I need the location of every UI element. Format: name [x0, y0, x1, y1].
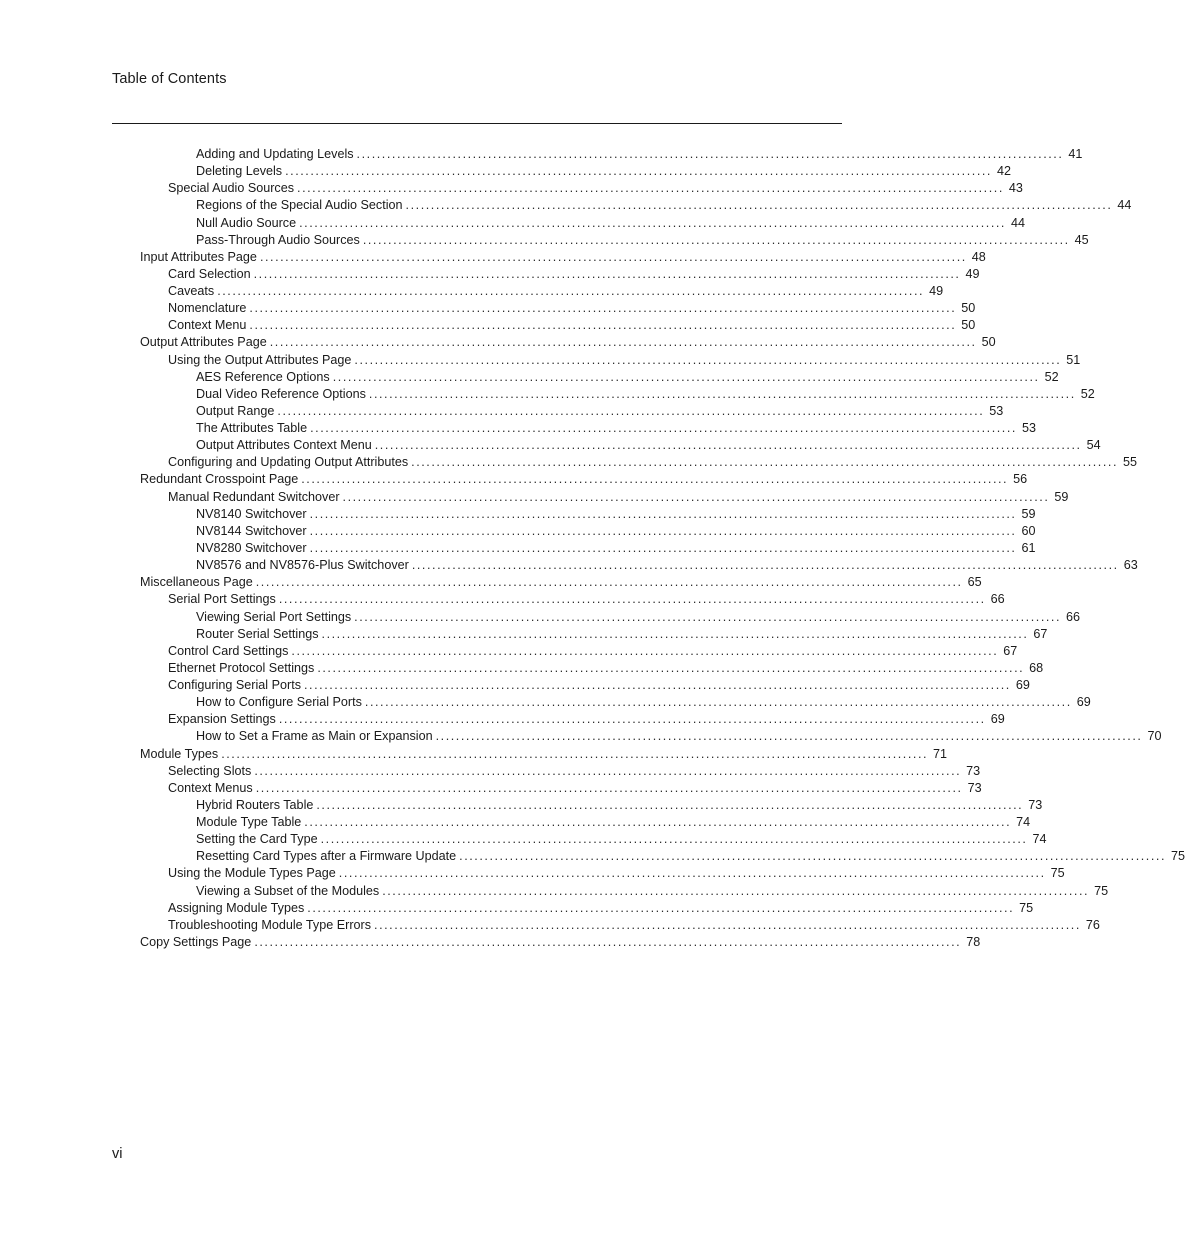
- toc-dot-leader: ............................................................................................................................................: [304, 678, 1011, 693]
- toc-entry-page-number: 61: [1021, 540, 1036, 555]
- toc-entry[interactable]: [168, 917, 1100, 934]
- toc-entry-page-number: 50: [961, 301, 976, 316]
- toc-entry[interactable]: [196, 557, 1138, 574]
- toc-entry-page-number: 49: [929, 284, 944, 299]
- toc-dot-leader: ............................................................................................................................................: [321, 626, 1029, 641]
- toc-entry-title: Hybrid Routers Table: [196, 797, 314, 812]
- toc-entry[interactable]: [196, 694, 1091, 711]
- toc-entry-page-number: 43: [1008, 181, 1023, 196]
- toc-entry-page-number: 52: [1080, 386, 1095, 401]
- toc-entry[interactable]: [140, 471, 1028, 488]
- toc-entry-title: Output Attributes Page: [140, 335, 267, 350]
- toc-entry[interactable]: [196, 146, 1083, 163]
- toc-entry[interactable]: [168, 643, 1018, 660]
- toc-entry[interactable]: [140, 746, 948, 763]
- toc-entry-title: Viewing a Subset of the Modules: [196, 883, 380, 898]
- toc-dot-leader: ............................................................................................................................................: [342, 489, 1050, 504]
- toc-entry[interactable]: [196, 420, 1036, 437]
- toc-dot-leader: ............................................................................................................................................: [310, 421, 1017, 436]
- toc-entry[interactable]: [168, 283, 944, 300]
- toc-dot-leader: ............................................................................................................................................: [277, 403, 985, 418]
- toc-dot-leader: ............................................................................................................................................: [291, 643, 999, 658]
- toc-entry-title: Setting the Card Type: [196, 832, 318, 847]
- toc-entry[interactable]: [196, 369, 1059, 386]
- toc-entry-page-number: 41: [1068, 147, 1083, 161]
- toc-entry-title: Context Menus: [168, 780, 253, 795]
- toc-entry[interactable]: [196, 728, 1162, 745]
- toc-entry[interactable]: [196, 626, 1048, 643]
- toc-entry-page-number: 67: [1033, 626, 1048, 641]
- toc-entry[interactable]: [168, 454, 1138, 471]
- toc-entry-page-number: 67: [1003, 643, 1018, 658]
- toc-entry-title: Output Range: [196, 403, 275, 418]
- toc-dot-leader: ............................................................................................................................................: [304, 815, 1012, 830]
- toc-entry-title: Router Serial Settings: [196, 626, 319, 641]
- toc-entry-page-number: 54: [1086, 438, 1101, 453]
- toc-entry-page-number: 69: [1076, 695, 1091, 710]
- toc-dot-leader: ............................................................................................................................................: [307, 900, 1015, 915]
- toc-entry[interactable]: [196, 386, 1095, 403]
- toc-entry[interactable]: [196, 197, 1132, 214]
- toc-entry[interactable]: [196, 215, 1025, 232]
- toc-entry-page-number: 68: [1029, 660, 1044, 675]
- toc-entry-page-number: 75: [1050, 866, 1065, 881]
- toc-entry-title: Card Selection: [168, 266, 251, 281]
- toc-entry[interactable]: [168, 489, 1069, 506]
- toc-entry-title: AES Reference Options: [196, 369, 330, 384]
- toc-entry-page-number: 73: [1028, 797, 1043, 812]
- toc-entry-page-number: 49: [965, 266, 980, 281]
- toc-entry[interactable]: [168, 352, 1081, 369]
- toc-entry[interactable]: [168, 711, 1005, 728]
- toc-entry-page-number: 44: [1117, 198, 1132, 213]
- toc-dot-leader: ............................................................................................................................................: [309, 540, 1017, 555]
- toc-dot-leader: ............................................................................................................................................: [316, 797, 1024, 812]
- toc-entry-page-number: 63: [1123, 558, 1138, 573]
- toc-entry-page-number: 69: [1015, 678, 1030, 693]
- toc-entry-title: Troubleshooting Module Type Errors: [168, 917, 372, 932]
- toc-entry-title: Viewing Serial Port Settings: [196, 609, 352, 624]
- toc-entry-page-number: 75: [1171, 849, 1185, 864]
- toc-dot-leader: ............................................................................................................................................: [317, 660, 1025, 675]
- toc-entry-title: Assigning Module Types: [168, 900, 305, 915]
- toc-entry[interactable]: [168, 763, 981, 780]
- toc-entry[interactable]: [140, 249, 986, 266]
- toc-entry[interactable]: [196, 883, 1109, 900]
- toc-dot-leader: ............................................................................................................................................: [309, 506, 1017, 521]
- toc-entry-page-number: 75: [1019, 900, 1034, 915]
- toc-dot-leader: ............................................................................................................................................: [368, 386, 1076, 401]
- toc-entry-page-number: 70: [1147, 729, 1162, 744]
- toc-entry-title: How to Configure Serial Ports: [196, 695, 362, 710]
- toc-entry-title: Pass-Through Audio Sources: [196, 232, 360, 247]
- toc-entry-title: NV8144 Switchover: [196, 523, 307, 538]
- toc-dot-leader: ............................................................................................................................................: [301, 472, 1009, 487]
- toc-entry-page-number: 53: [1021, 421, 1036, 436]
- toc-dot-leader: ............................................................................................................................................: [435, 729, 1143, 744]
- toc-entry[interactable]: [168, 317, 976, 334]
- toc-dot-leader: ............................................................................................................................................: [309, 523, 1017, 538]
- toc-entry-title: Context Menu: [168, 318, 247, 333]
- toc-dot-leader: ............................................................................................................................................: [354, 352, 1062, 367]
- toc-dot-leader: ............................................................................................................................................: [362, 232, 1070, 247]
- toc-entry-title: Manual Redundant Switchover: [168, 489, 340, 504]
- toc-entry-page-number: 52: [1044, 369, 1059, 384]
- toc-entry-title: Configuring Serial Ports: [168, 678, 301, 693]
- toc-dot-leader: ............................................................................................................................................: [338, 866, 1046, 881]
- toc-entry[interactable]: [196, 797, 1043, 814]
- toc-dot-leader: ............................................................................................................................................: [354, 609, 1062, 624]
- toc-entry[interactable]: [168, 677, 1030, 694]
- toc-entry-title: Module Type Table: [196, 815, 302, 830]
- toc-entry[interactable]: [168, 865, 1065, 882]
- page-folio: vi: [112, 1146, 123, 1162]
- toc-entry-page-number: 50: [981, 335, 996, 350]
- toc-entry-page-number: 42: [996, 164, 1011, 179]
- toc-dot-leader: ............................................................................................................................................: [411, 558, 1119, 573]
- toc-entry[interactable]: [140, 334, 996, 351]
- toc-entry[interactable]: [196, 232, 1089, 249]
- toc-entry[interactable]: [168, 180, 1023, 197]
- toc-entry-title: The Attributes Table: [196, 421, 308, 436]
- toc-entry-title: Ethernet Protocol Settings: [168, 660, 315, 675]
- toc-dot-leader: ............................................................................................................................................: [221, 746, 929, 761]
- toc-entry-page-number: 44: [1010, 215, 1025, 230]
- toc-entry-title: Deleting Levels: [196, 164, 283, 179]
- toc-entry-title: Miscellaneous Page: [140, 575, 253, 590]
- toc-dot-leader: ............................................................................................................................................: [297, 181, 1004, 196]
- toc-entry-page-number: 78: [966, 934, 981, 949]
- toc-entry[interactable]: [196, 540, 1036, 557]
- toc-entry-title: How to Set a Frame as Main or Expansion: [196, 729, 433, 744]
- toc-dot-leader: ............................................................................................................................................: [217, 284, 925, 299]
- toc-dot-leader: ............................................................................................................................................: [320, 832, 1028, 847]
- toc-entry-title: Null Audio Source: [196, 215, 297, 230]
- toc-entry-title: Dual Video Reference Options: [196, 386, 366, 401]
- toc-dot-leader: ............................................................................................................................................: [278, 712, 986, 727]
- toc-entry-page-number: 71: [933, 746, 948, 761]
- toc-entry[interactable]: [196, 814, 1031, 831]
- toc-entry-page-number: 66: [1066, 609, 1081, 624]
- toc-dot-leader: ............................................................................................................................................: [249, 301, 957, 316]
- toc-entry-title: Adding and Updating Levels: [196, 147, 354, 161]
- toc-entry-page-number: 51: [1066, 352, 1081, 367]
- toc-entry-title: Input Attributes Page: [140, 249, 257, 264]
- toc-entry-title: Selecting Slots: [168, 763, 252, 778]
- toc-entry-title: Using the Module Types Page: [168, 866, 336, 881]
- toc-dot-leader: ............................................................................................................................................: [255, 780, 963, 795]
- toc-entry[interactable]: [140, 934, 981, 951]
- toc-entry-page-number: 76: [1085, 917, 1100, 932]
- toc-dot-leader: ............................................................................................................................................: [411, 455, 1118, 470]
- toc-entry-title: NV8280 Switchover: [196, 540, 307, 555]
- toc-entry[interactable]: [168, 266, 980, 283]
- toc-dot-leader: ............................................................................................................................................: [253, 266, 961, 281]
- toc-entry-title: Control Card Settings: [168, 643, 289, 658]
- toc-dot-leader: ............................................................................................................................................: [254, 934, 962, 949]
- toc-entry[interactable]: [168, 591, 1005, 608]
- toc-entry-page-number: 45: [1074, 232, 1089, 247]
- toc-dot-leader: ............................................................................................................................................: [364, 695, 1072, 710]
- toc-entry-page-number: 53: [989, 403, 1004, 418]
- toc-entry-title: Regions of the Special Audio Section: [196, 198, 403, 213]
- toc-entry-page-number: 56: [1013, 472, 1028, 487]
- toc-entry-page-number: 73: [967, 780, 982, 795]
- toc-entry-title: Using the Output Attributes Page: [168, 352, 352, 367]
- toc-entry[interactable]: [168, 300, 976, 317]
- toc-dot-leader: ............................................................................................................................................: [285, 164, 992, 179]
- toc-entry-page-number: 75: [1094, 883, 1109, 898]
- toc-entry-page-number: 48: [971, 249, 986, 264]
- toc-entry[interactable]: [196, 163, 1011, 180]
- toc-entry[interactable]: [196, 437, 1101, 454]
- toc-entry[interactable]: [168, 780, 982, 797]
- toc-dot-leader: ............................................................................................................................................: [356, 147, 1064, 161]
- toc-entry-page-number: 55: [1123, 455, 1138, 470]
- toc-entry-title: NV8576 and NV8576-Plus Switchover: [196, 558, 409, 573]
- toc-entry-page-number: 60: [1021, 523, 1036, 538]
- toc-dot-leader: ............................................................................................................................................: [299, 215, 1006, 230]
- toc-entry[interactable]: [196, 506, 1036, 523]
- toc-dot-leader: ............................................................................................................................................: [278, 592, 986, 607]
- toc-entry-title: Module Types: [140, 746, 219, 761]
- toc-entry-title: Serial Port Settings: [168, 592, 276, 607]
- toc-entry[interactable]: [196, 523, 1036, 540]
- toc-entry-title: Redundant Crosspoint Page: [140, 472, 299, 487]
- toc-entry-page-number: 74: [1016, 815, 1031, 830]
- toc-dot-leader: ............................................................................................................................................: [332, 369, 1040, 384]
- toc-entry-page-number: 59: [1021, 506, 1036, 521]
- toc-entry-page-number: 65: [967, 575, 982, 590]
- toc-entry[interactable]: [168, 900, 1034, 917]
- toc-entry-title: Output Attributes Context Menu: [196, 438, 372, 453]
- toc-entry-page-number: 73: [966, 763, 981, 778]
- toc-dot-leader: ............................................................................................................................................: [259, 249, 967, 264]
- header-rule: [112, 123, 842, 124]
- toc-entry-title: Expansion Settings: [168, 712, 276, 727]
- toc-entry-title: Copy Settings Page: [140, 934, 252, 949]
- toc-entry-page-number: 74: [1032, 832, 1047, 847]
- toc-entry-page-number: 69: [990, 712, 1005, 727]
- toc-entry-page-number: 59: [1054, 489, 1069, 504]
- running-header: Table of Contents: [112, 71, 227, 87]
- toc-entry[interactable]: [196, 609, 1081, 626]
- toc-entry[interactable]: [196, 403, 1004, 420]
- toc-dot-leader: ............................................................................................................................................: [459, 849, 1167, 864]
- toc-entry-title: Resetting Card Types after a Firmware Update: [196, 849, 457, 864]
- toc-entry[interactable]: [196, 831, 1047, 848]
- toc-entry-title: Caveats: [168, 284, 215, 299]
- toc-entry-page-number: 50: [961, 318, 976, 333]
- toc-entry-page-number: 66: [990, 592, 1005, 607]
- toc-dot-leader: ............................................................................................................................................: [374, 917, 1081, 932]
- toc-entry[interactable]: [196, 848, 1185, 865]
- toc-dot-leader: ............................................................................................................................................: [374, 438, 1082, 453]
- toc-entry-title: NV8140 Switchover: [196, 506, 307, 521]
- toc-dot-leader: ............................................................................................................................................: [254, 763, 962, 778]
- toc-dot-leader: ............................................................................................................................................: [382, 883, 1090, 898]
- toc-dot-leader: ............................................................................................................................................: [249, 318, 957, 333]
- toc-entry[interactable]: [168, 660, 1044, 677]
- toc-dot-leader: ............................................................................................................................................: [255, 575, 963, 590]
- toc-entry-title: Configuring and Updating Output Attributes: [168, 455, 409, 470]
- toc-dot-leader: ............................................................................................................................................: [405, 198, 1113, 213]
- toc-entry[interactable]: [140, 574, 982, 591]
- toc-entry-title: Nomenclature: [168, 301, 247, 316]
- toc-dot-leader: ............................................................................................................................................: [269, 335, 977, 350]
- toc-entry-title: Special Audio Sources: [168, 181, 295, 196]
